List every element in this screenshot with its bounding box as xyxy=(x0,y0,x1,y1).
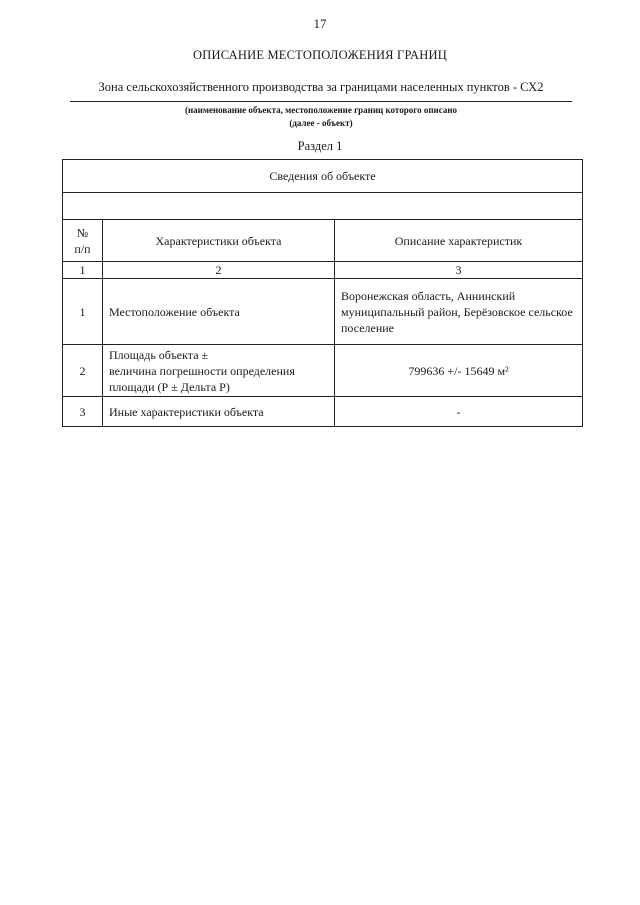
section-label: Раздел 1 xyxy=(297,139,343,153)
row-number: 1 xyxy=(63,279,103,345)
row-description: 799636 +/- 15649 м² xyxy=(335,345,583,397)
column-numbers-row xyxy=(63,262,583,279)
document-title: ОПИСАНИЕ МЕСТОПОЛОЖЕНИЯ ГРАНИЦ xyxy=(193,48,447,62)
column-number-3: 3 xyxy=(335,262,583,279)
page-number: 17 xyxy=(313,16,327,31)
object-name-caption xyxy=(70,104,572,130)
row-characteristic: Иные характеристики объекта xyxy=(103,397,335,427)
row-number: 2 xyxy=(63,345,103,397)
table-heading: Сведения об объекте xyxy=(63,160,583,193)
column-number-1: 1 xyxy=(63,262,103,279)
table-empty-row xyxy=(63,193,583,220)
column-header-description: Описание характеристик xyxy=(335,220,583,262)
row-number: 3 xyxy=(63,397,103,427)
table-header-row xyxy=(63,220,583,262)
object-name: Зона сельскохозяйственного производства за границами населенных пунктов - СХ2 xyxy=(98,80,544,94)
column-header-number-line-1: № xyxy=(76,225,89,240)
column-header-number-line-2: п/п xyxy=(74,241,91,256)
row-description: Воронежская область, Аннинский муниципальный район, Берёзовское сельское поселение xyxy=(335,279,583,345)
table-heading-row xyxy=(63,160,583,193)
table-row xyxy=(63,345,583,397)
row-characteristic-line-2: величина погрешности определения площади (Р ± Дельта Р) xyxy=(109,363,295,394)
row-characteristic-line-1: Площадь объекта ± xyxy=(109,347,209,362)
column-header-characteristic: Характеристики объекта xyxy=(103,220,335,262)
row-characteristic: Местоположение объекта xyxy=(103,279,335,345)
row-characteristic xyxy=(103,345,335,397)
table-row xyxy=(63,397,583,427)
row-description: - xyxy=(335,397,583,427)
caption-line-2: (далее - объект) xyxy=(289,118,353,128)
object-name-underline xyxy=(70,101,572,102)
column-header-number xyxy=(63,220,103,262)
object-info-table xyxy=(62,159,583,427)
table-row xyxy=(63,279,583,345)
column-number-2: 2 xyxy=(103,262,335,279)
caption-line-1: (наименование объекта, местоположение границ которого описано xyxy=(184,105,458,115)
table-empty-cell xyxy=(63,193,583,220)
